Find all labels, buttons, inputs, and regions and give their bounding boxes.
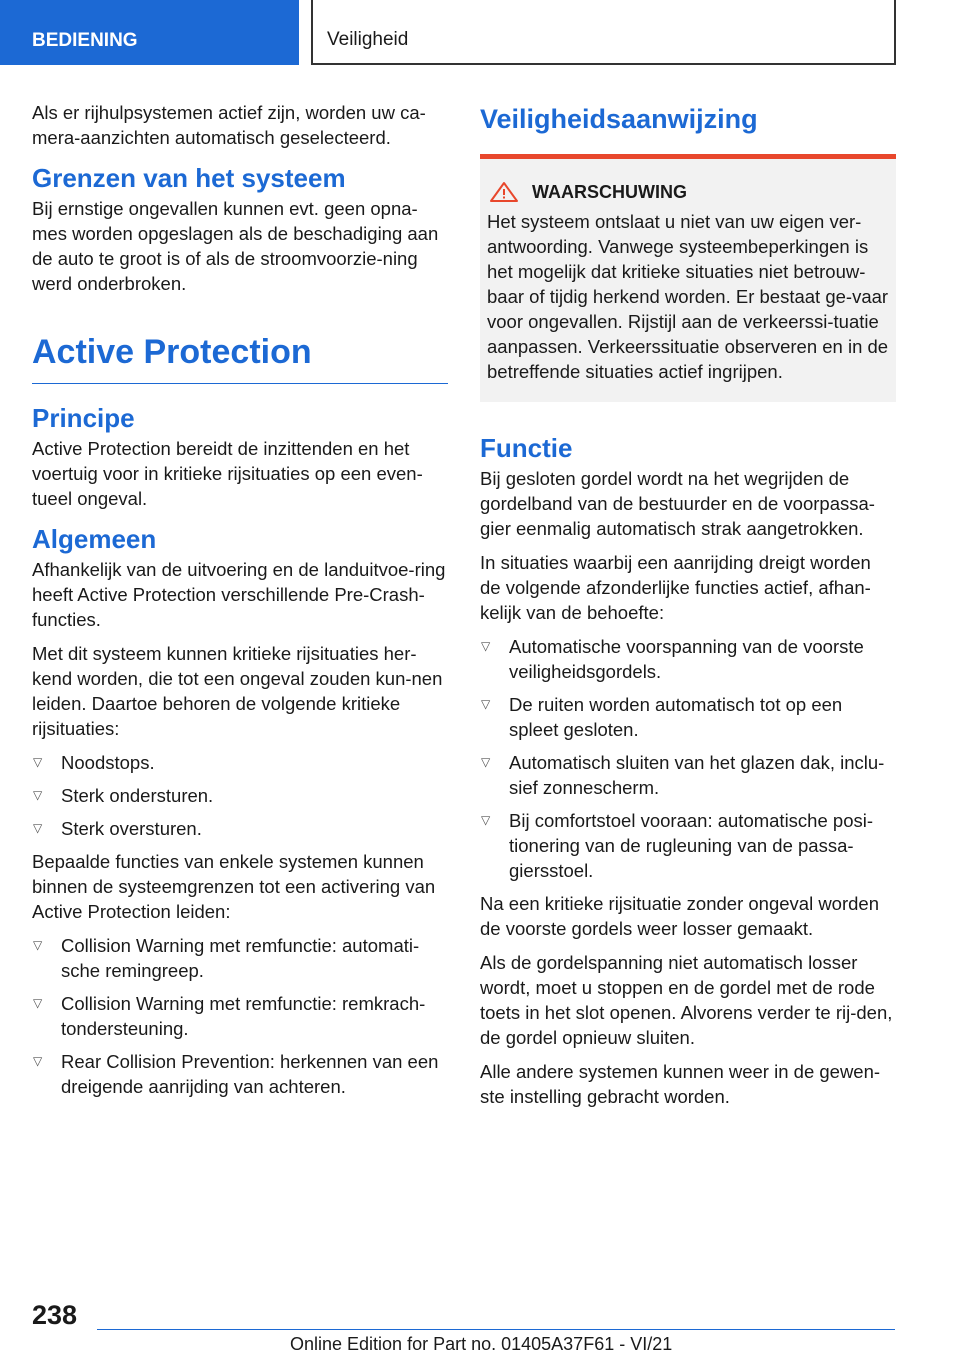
triangle-bullet-icon: ▽ — [481, 813, 491, 827]
left-column — [32, 100, 448, 1107]
triangle-bullet-icon: ▽ — [481, 755, 491, 769]
triangle-bullet-icon: ▽ — [33, 755, 43, 769]
situations-list — [32, 750, 448, 841]
function-paragraph-5: Alle andere systemen kunnen weer in de gewen-ste instelling gebracht worden. — [480, 1061, 881, 1107]
warning-box — [480, 154, 896, 402]
warning-header — [487, 181, 890, 203]
function-paragraph-4: Als de gordelspanning niet automatisch losser wordt, moet u stoppen en de gordel met de rode toets in het slot openen. Alvorens verder te rij-den, de gordel opnieuw sluiten. — [480, 952, 893, 1048]
chapter-tab: Veiligheid — [311, 0, 896, 65]
triangle-bullet-icon: ▽ — [33, 1054, 43, 1068]
function-paragraph-2: In situaties waarbij een aanrijding dreigt worden de volgende afzonderlijke functies actief, afhan-kelijk van de behoefte: — [480, 552, 871, 623]
limits-heading: Grenzen van het systeem — [32, 163, 346, 193]
triangle-bullet-icon: ▽ — [33, 938, 43, 952]
edition-footer: Online Edition for Part no. 01405A37F61 - VI/21 — [290, 1334, 673, 1354]
triangle-bullet-icon: ▽ — [33, 821, 43, 835]
warning-label: WAARSCHUWING — [532, 181, 687, 202]
list-item: ▽ Rear Collision Prevention: herkennen van een dreigende aanrijding van achteren. — [33, 1051, 439, 1097]
list-item: ▽ De ruiten worden automatisch tot op een spleet gesloten. — [481, 694, 843, 740]
general-paragraph-1: Afhankelijk van de uitvoering en de landuitvoe-ring heeft Active Protection verschillende Pre-Crash-functies. — [32, 559, 446, 630]
general-paragraph-2: Met dit systeem kunnen kritieke rijsituaties her-kend worden, die tot een ongeval zouden kun-nen leiden. Daartoe behoren de volgende kritieke rijsituaties: — [32, 643, 443, 739]
list-item: ▽ Bij comfortstoel vooraan: automatische posi-tionering van de rugleuning van de passa-giersstoel. — [481, 810, 874, 881]
principle-paragraph: Active Protection bereidt de inzittenden en het voertuig voor in kritieke rijsituaties op een even-tueel ongeval. — [32, 438, 423, 509]
safety-heading: Veiligheidsaanwijzing — [480, 104, 758, 134]
warning-triangle-icon — [489, 181, 519, 203]
section-tab: BEDIENING — [0, 0, 299, 65]
systems-list — [32, 933, 448, 1099]
list-item: ▽ Collision Warning met remfunctie: automati-sche remingreep. — [33, 935, 420, 981]
function-heading: Functie — [480, 433, 573, 463]
general-heading: Algemeen — [32, 524, 157, 554]
triangle-bullet-icon: ▽ — [481, 697, 491, 711]
list-item: ▽ Collision Warning met remfunctie: remkrach-tondersteuning. — [33, 993, 426, 1039]
right-column — [480, 100, 896, 1118]
list-item: ▽ Automatisch sluiten van het glazen dak, inclu-sief zonnescherm. — [481, 752, 885, 798]
general-paragraph-3: Bepaalde functies van enkele systemen kunnen binnen de systeemgrenzen tot een activering van Active Protection leiden: — [32, 851, 436, 922]
function-paragraph-3: Na een kritieke rijsituatie zonder ongeval worden de voorste gordels weer losser gemaakt. — [480, 893, 879, 939]
functions-list — [480, 634, 896, 883]
triangle-bullet-icon: ▽ — [481, 639, 491, 653]
limits-paragraph: Bij ernstige ongevallen kunnen evt. geen opna-mes worden opgeslagen als de beschadiging aan de auto te groot is of als de stroomvoorzie-ning werd onderbroken. — [32, 198, 439, 294]
main-heading: Active Protection — [32, 326, 448, 384]
page-number: 238 — [32, 1300, 78, 1330]
list-item: ▽ Noodstops. — [33, 752, 155, 773]
warning-text: Het systeem ontslaat u niet van uw eigen ver-antwoording. Vanwege systeembeperkingen is het mogelijk dat kritieke situaties niet betrouw-baar of tijdig herkend worden. Er bestaat ge-vaar voor ongevallen. Rijstijl aan de verkeerssi-tuatie aanpassen. Verkeerssituatie observeren en in de betreffende situaties actief ingrijpen. — [487, 211, 889, 382]
function-paragraph-1: Bij gesloten gordel wordt na het wegrijden de gordelband van de bestuurder en de voorpassa-gier eenmalig automatisch strak aangetrokken. — [480, 468, 875, 539]
triangle-bullet-icon: ▽ — [33, 788, 43, 802]
intro-paragraph: Als er rijhulpsystemen actief zijn, worden uw ca-mera-aanzichten automatisch geselecteerd. — [32, 102, 426, 148]
list-item: ▽ Automatische voorspanning van de voorste veiligheidsgordels. — [481, 636, 864, 682]
list-item: ▽ Sterk ondersturen. — [33, 785, 214, 806]
list-item: ▽ Sterk oversturen. — [33, 818, 202, 839]
principle-heading: Principe — [32, 403, 135, 433]
footer-divider — [97, 1329, 895, 1330]
triangle-bullet-icon: ▽ — [33, 996, 43, 1010]
